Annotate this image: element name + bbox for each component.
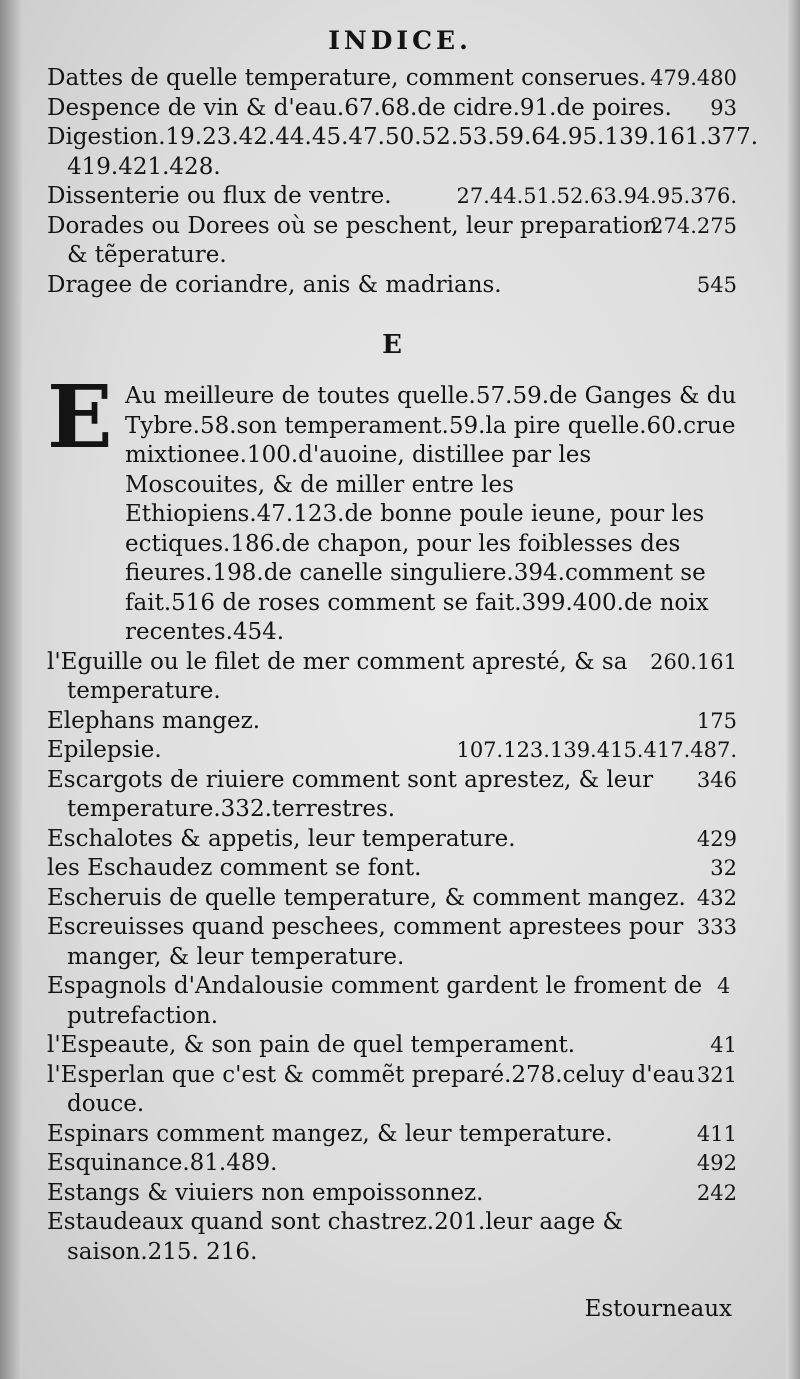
index-entry	[47, 884, 737, 914]
index-entry	[47, 182, 737, 212]
entry-text: Epilepsie.	[47, 737, 162, 763]
entry-text: Estaudeaux quand sont chastrez.201.leur aage & saison.215. 216.	[47, 1209, 623, 1265]
index-entry	[47, 1149, 737, 1179]
catchword: Estourneaux	[584, 1296, 732, 1322]
index-entry	[47, 1120, 737, 1150]
entry-pages: 411	[696, 1121, 737, 1146]
index-entry	[47, 736, 737, 766]
entry-pages: 321	[696, 1062, 737, 1087]
entry-pages: 545	[696, 272, 737, 297]
eau-entry-text: Au meilleure de toutes quelle.57.59.de Ganges & du Tybre.58.son temperament.59.la pire quelle.60.crue mixtionee.100.d'auoine, distillee par les Moscouites, & de miller entre les Ethiopiens.47.123.de bonne poule ieune, pour les ectiques.186.de chapon, pour les foiblesses des fieures.198.de canelle singuliere.394.comment se fait.516 de roses comment se fait.399.400.de noix recentes.454.	[125, 383, 737, 645]
index-entry	[47, 913, 737, 972]
index-entry	[47, 271, 737, 301]
entry-text: Escreuisses quand peschees, comment aprestees pour manger, & leur temperature.	[47, 914, 684, 970]
entry-pages: 333	[696, 915, 737, 939]
entry-pages: 479.480	[650, 66, 737, 90]
entries-letter-e	[47, 648, 737, 1268]
index-entry: 4 Espagnols d'Andalousie comment gardent le froment de putrefaction.	[47, 973, 731, 1029]
entry-text: Elephans mangez.	[47, 707, 261, 734]
entry-pages: 27.44.51.52.63.94.95.376.	[456, 184, 737, 208]
entry-text: Dorades ou Dorees où se peschent, leur preparation & tẽperature.	[47, 212, 658, 268]
entry-text: Eschalotes & appetis, leur temperature.	[47, 825, 516, 852]
entry-pages: 93	[710, 95, 737, 120]
entry-text: Espagnols d'Andalousie comment gardent le froment de putrefaction.	[47, 973, 703, 1029]
index-entry	[47, 123, 759, 182]
index-entry	[47, 854, 737, 884]
section-letter: E	[382, 330, 402, 360]
index-entries	[47, 64, 759, 1267]
entry-text: l'Eguille ou le filet de mer comment apresté, & sa temperature.	[47, 648, 628, 704]
index-entry	[47, 94, 737, 124]
entry-pages: 260.161	[650, 649, 737, 674]
index-entry	[47, 1061, 737, 1120]
entry-pages: 346	[696, 767, 737, 792]
entry-text: Despence de vin & d'eau.67.68.de cidre.91.de poires.	[47, 94, 672, 121]
entry-text: Dissenterie ou flux de ventre.	[47, 183, 392, 209]
index-entry	[47, 212, 737, 271]
entry-text: Escheruis de quelle temperature, & comment mangez.	[47, 884, 686, 911]
page-shadow-left	[0, 0, 22, 1379]
page-shadow-right	[786, 0, 800, 1379]
eau-entry	[47, 367, 737, 648]
entry-pages: 432	[696, 885, 737, 910]
index-entry	[47, 1208, 737, 1267]
entry-text: les Eschaudez comment se font.	[47, 855, 422, 881]
index-entry	[47, 648, 737, 707]
drop-cap: E	[47, 367, 113, 468]
index-entry	[47, 766, 737, 825]
entry-pages: 41	[710, 1033, 737, 1057]
entry-pages: 107.123.139.415.417.487.	[456, 738, 737, 762]
entry-pages: 429	[696, 826, 737, 851]
entry-pages: 242	[696, 1180, 737, 1205]
index-entry	[47, 707, 737, 737]
index-entry	[47, 825, 737, 855]
entry-text: Esquinance.81.489.	[47, 1150, 278, 1176]
entry-pages: 32	[710, 856, 737, 880]
entry-pages: 492	[696, 1151, 737, 1175]
entry-text: Estangs & viuiers non empoissonnez.	[47, 1179, 484, 1206]
index-entry	[47, 1031, 737, 1061]
entry-pages: 274.275	[650, 213, 737, 238]
entry-text: Dragee de coriandre, anis & madrians.	[47, 271, 502, 298]
entry-text: Escargots de riuiere comment sont aprestez, & leur temperature.332.terrestres.	[47, 766, 654, 822]
index-entry	[47, 64, 737, 94]
entry-text: Digestion.19.23.42.44.45.47.50.52.53.59.64.95.139.161.377. 419.421.428.	[47, 124, 759, 180]
index-entry	[47, 1179, 737, 1209]
entry-text: Espinars comment mangez, & leur temperature.	[47, 1120, 613, 1147]
page-header: INDICE.	[328, 26, 472, 55]
entry-text: l'Espeaute, & son pain de quel temperament.	[47, 1032, 576, 1058]
entry-text: l'Esperlan que c'est & commẽt preparé.278.celuy d'eau douce.	[47, 1061, 695, 1117]
entries-letter-d	[47, 64, 759, 300]
entry-pages: 175	[696, 708, 737, 733]
entry-text: Dattes de quelle temperature, comment conserues.	[47, 65, 647, 91]
